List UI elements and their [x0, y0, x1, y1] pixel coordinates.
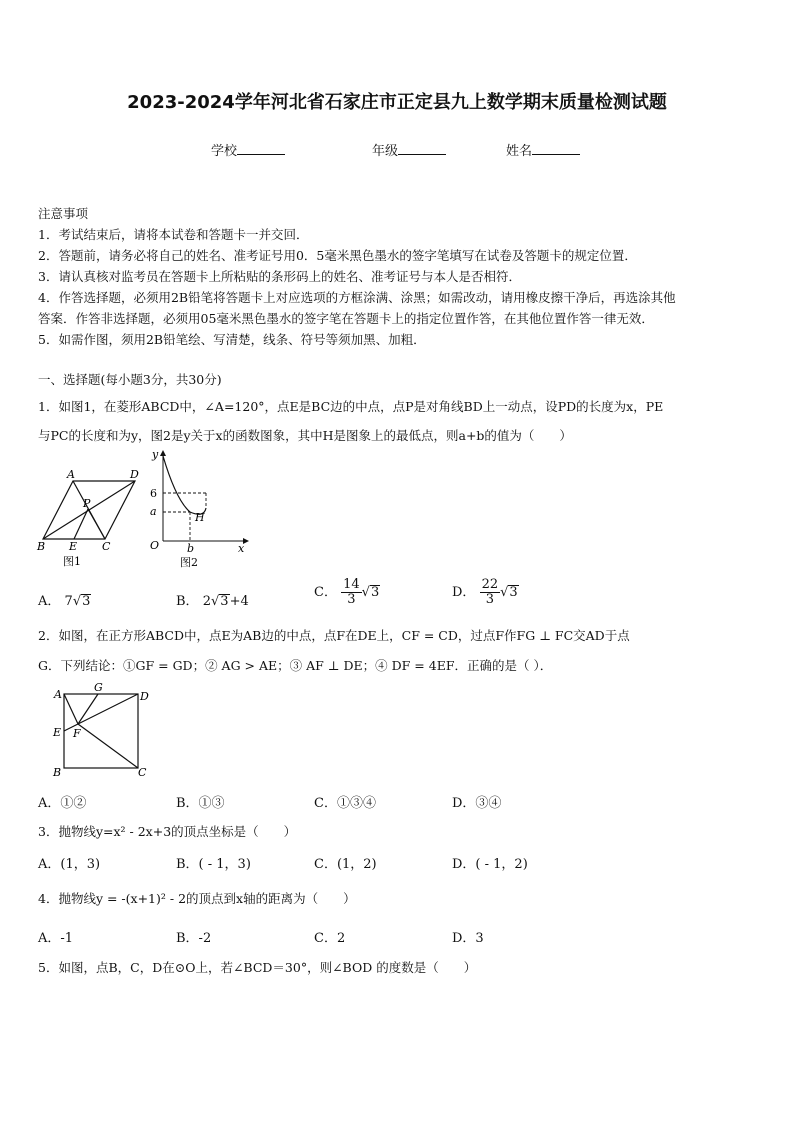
- fraction-numerator: 14: [343, 577, 360, 592]
- q2-option-d: D．③④: [452, 796, 502, 811]
- fig2-label-b: b: [187, 542, 195, 555]
- q2-label-a: A: [54, 688, 62, 701]
- q4-option-c: C．2: [314, 931, 346, 946]
- fraction-denominator: 3: [485, 592, 494, 607]
- q2-label-c: C: [138, 766, 147, 779]
- school-field: [211, 140, 285, 159]
- q3-text: 3．抛物线y=x² - 2x+3的顶点坐标是（ ）: [38, 824, 297, 839]
- notice-item: 答案．作答非选择题，必须用05毫米黑色墨水的签字笔在答题卡上的指定位置作答，在其他位置作答一律无效．: [38, 311, 654, 326]
- notice-item: 3．请认真核对监考员在答题卡上所粘贴的条形码上的姓名、准考证号与本人是否相符．: [38, 269, 521, 284]
- q1-option-b-label: B．: [176, 594, 199, 609]
- page-title: 2023-2024学年河北省石家庄市正定县九上数学期末质量检测试题: [127, 92, 667, 113]
- q3-option-d: D．( - 1，2): [452, 857, 528, 872]
- name-label: 姓名: [506, 144, 533, 159]
- sqrt-symbol: √: [72, 594, 82, 609]
- q1-option-a-coef: 7: [64, 594, 73, 609]
- fig1-caption: 图1: [63, 555, 81, 568]
- q4-text: 4．抛物线y = -(x+1)² - 2的顶点到x轴的距离为（ ）: [38, 891, 356, 906]
- q2-option-c: C．①③④: [314, 796, 376, 811]
- fig2-label-x: x: [238, 542, 245, 555]
- grade-label: 年级: [372, 144, 399, 159]
- fig2-label-a: a: [150, 505, 157, 518]
- q4-option-b: B．-2: [176, 931, 212, 946]
- fig1-label-p: P: [83, 497, 91, 510]
- q1-option-c-radicand: 3: [370, 585, 380, 600]
- sqrt-symbol: √: [500, 585, 509, 600]
- q1-option-c-fraction: [341, 578, 362, 607]
- fig2-label-y: y: [152, 448, 159, 461]
- notice-item: 1．考试结束后，请将本试卷和答题卡一并交回．: [38, 227, 309, 242]
- q1-option-a: [38, 590, 91, 609]
- notice-heading: 注意事项: [38, 206, 89, 221]
- q2-label-f: F: [73, 727, 81, 740]
- fig2-label-o: O: [150, 539, 160, 552]
- fig2-caption: 图2: [180, 556, 198, 569]
- q2-figure-square: [48, 680, 158, 780]
- q1-option-d-radicand: 3: [509, 585, 518, 600]
- q1-option-d-label: D．: [452, 585, 476, 600]
- q2-option-b: B．①③: [176, 796, 225, 811]
- q1-option-a-label: A．: [38, 594, 61, 609]
- notice-item: 2．答题前，请务必将自己的姓名、准考证号用0．5毫米黑色墨水的签字笔填写在试卷及答题卡的规定位置．: [38, 248, 637, 263]
- sqrt-symbol: √: [361, 585, 370, 600]
- name-field: [506, 140, 580, 159]
- q1-option-b: [176, 590, 249, 609]
- q1-option-a-radicand: 3: [82, 594, 91, 609]
- grade-field: [372, 140, 446, 159]
- fig1-label-b: B: [37, 540, 46, 553]
- q5-text: 5．如图，点B，C，D在⊙O上，若∠BCD＝30°，则∠BOD 的度数是（ ）: [38, 960, 477, 975]
- fig1-label-d: D: [130, 468, 139, 481]
- q1-option-b-radicand: 3: [220, 594, 229, 609]
- notice-item: 4．作答选择题，必须用2B铅笔将答题卡上对应选项的方框涂满、涂黑；如需改动，请用橡皮擦干净后，再选涂其他: [38, 290, 676, 305]
- name-blank: [532, 142, 580, 155]
- q1-figure2-graph: [160, 450, 249, 544]
- school-label: 学校: [211, 144, 238, 159]
- q2-label-e: E: [53, 726, 62, 739]
- q1-figures: [30, 448, 260, 573]
- q1-option-d-fraction: [480, 578, 501, 607]
- q1-option-c: [314, 578, 380, 607]
- fig1-label-a: A: [67, 468, 75, 481]
- sqrt-symbol: √: [210, 594, 220, 609]
- q2-label-b: B: [53, 766, 62, 779]
- q4-option-a: A．-1: [38, 931, 74, 946]
- q2-text-line1: 2．如图，在正方形ABCD中，点E为AB边的中点，点F在DE上，CF = CD，过点F作FG ⊥ FC交AD于点: [38, 628, 630, 643]
- fig1-label-e: E: [69, 540, 78, 553]
- fig1-label-c: C: [102, 540, 111, 553]
- grade-blank: [398, 142, 446, 155]
- q3-option-c: C．(1，2): [314, 857, 377, 872]
- notice-item: 5．如需作图，须用2B铅笔绘、写清楚，线条、符号等须加黑、加粗．: [38, 332, 426, 347]
- fraction-numerator: 22: [481, 577, 499, 592]
- section-heading: 一、选择题(每小题3分，共30分): [38, 372, 222, 387]
- q1-text-line1: 1．如图1，在菱形ABCD中，∠A=120°，点E是BC边的中点，点P是对角线BD上一动点，设PD的长度为x，PE: [38, 399, 664, 414]
- q1-option-c-label: C．: [314, 585, 337, 600]
- q2-text-line2: G．下列结论：①GF = GD；② AG > AE；③ AF ⊥ DE；④ DF = 4EF．正确的是（ ）．: [38, 658, 553, 673]
- q1-option-d: [452, 578, 519, 607]
- q3-option-a: A．(1，3): [38, 857, 101, 872]
- school-blank: [237, 142, 285, 155]
- q1-figure1-rhombus: [43, 481, 135, 539]
- q1-option-b-coef: 2: [202, 594, 211, 609]
- q2-option-a: A．①②: [38, 796, 87, 811]
- q1-option-b-tail: +4: [229, 594, 249, 609]
- q4-option-d: D．3: [452, 931, 484, 946]
- q2-label-d: D: [140, 690, 149, 703]
- q3-option-b: B．( - 1，3): [176, 857, 251, 872]
- q1-text-line2: 与PC的长度和为y，图2是y关于x的函数图象，其中H是图象上的最低点，则a+b的值为（ ）: [38, 428, 572, 443]
- q2-label-g: G: [94, 681, 103, 694]
- fig2-label-six: 6: [150, 487, 157, 500]
- fig2-label-h: H: [195, 511, 205, 524]
- fraction-denominator: 3: [347, 592, 356, 607]
